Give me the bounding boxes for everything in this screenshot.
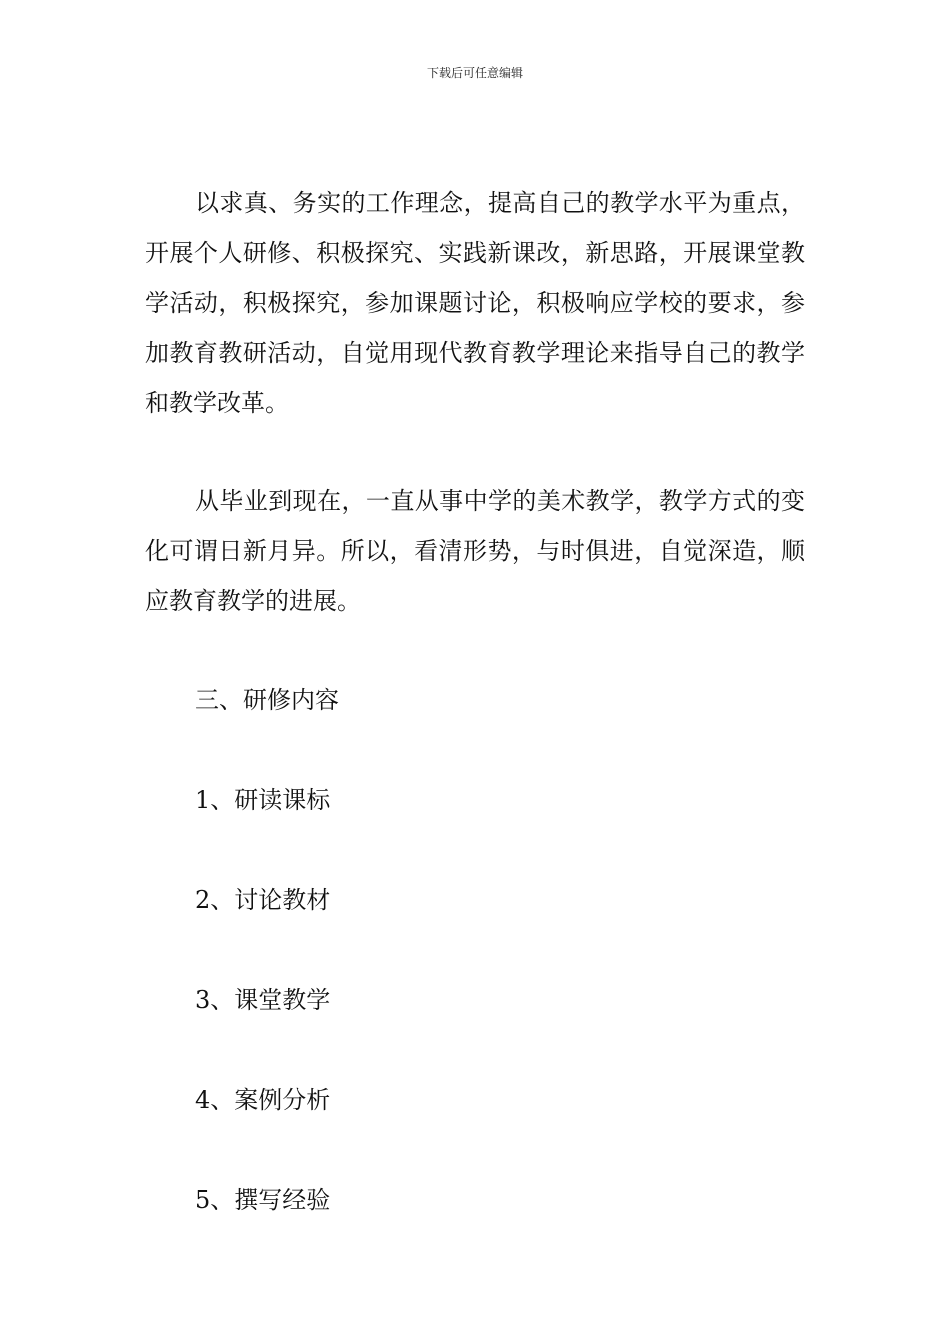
list-item: 5、撰写经验	[195, 1186, 331, 1214]
list-item: 3、课堂教学	[195, 986, 331, 1014]
paragraph-1: 以求真、务实的工作理念，提高自己的教学水平为重点，开展个人研修、积极探究、实践新课改，新思路，开展课堂教学活动，积极探究，参加课题讨论，积极响应学校的要求，参加教育教研活动，自觉用现代教育教学理论来指导自己的教学和教学改革。	[145, 189, 805, 417]
page-header: 下载后可任意编辑	[426, 66, 523, 80]
document-body	[145, 178, 805, 1225]
section-heading: 三、研修内容	[195, 686, 339, 714]
paragraph-2: 从毕业到现在，一直从事中学的美术教学，教学方式的变化可谓日新月异。所以，看清形势，与时俱进，自觉深造，顺应教育教学的进展。	[145, 487, 805, 615]
list-item: 4、案例分析	[195, 1086, 331, 1114]
list-item: 1、研读课标	[195, 786, 331, 814]
list-item: 2、讨论教材	[195, 886, 331, 914]
study-content-list	[145, 775, 805, 1225]
